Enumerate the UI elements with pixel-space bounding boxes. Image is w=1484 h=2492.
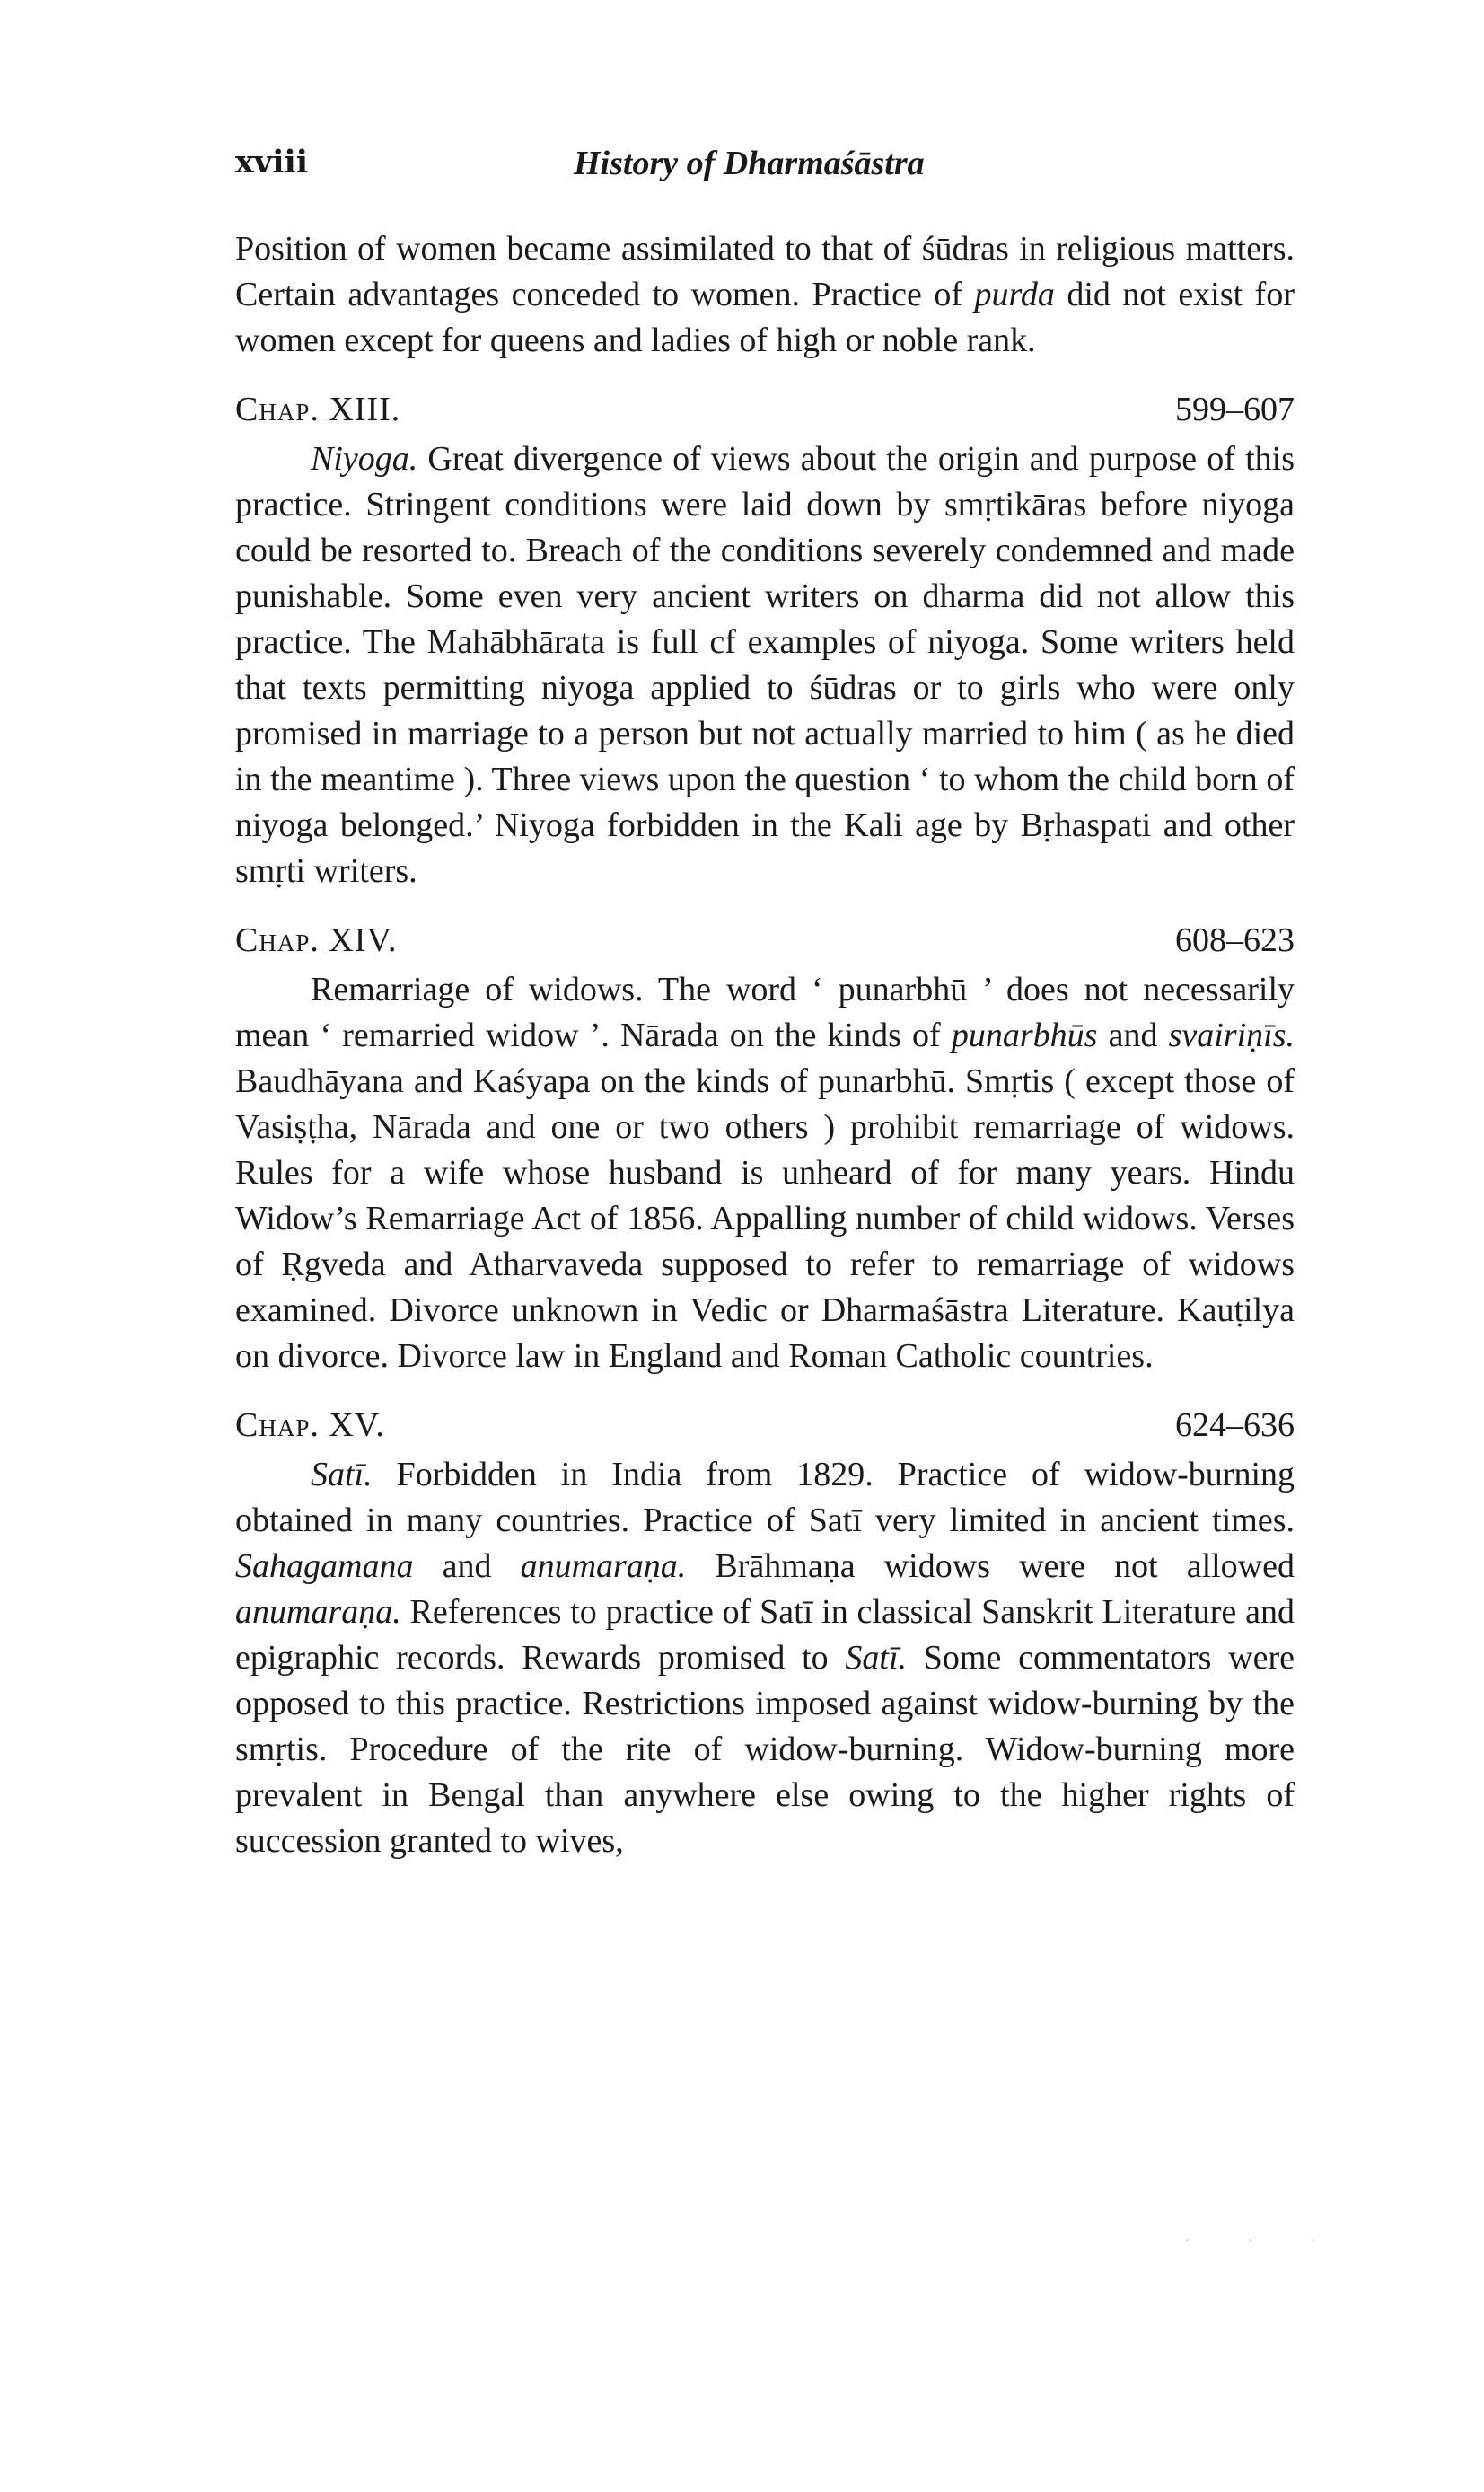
italic-term: svairiṇīs. bbox=[1168, 1017, 1295, 1054]
chapter-label: Chap. XIII. bbox=[235, 391, 401, 428]
scan-speckle-decoration: · · · bbox=[1185, 2232, 1343, 2249]
chapter-label: Chap. XV. bbox=[235, 1406, 385, 1444]
chapter-xv-summary: Satī. Forbidden in India from 1829. Practice of widow-burning obtained in many countries. Practice of Satī very limited in ancient times. Sahagamana and anumaraṇa. Brāhmaṇa widows were not allowed anumaraṇa. References to practice of Satī in classical Sanskrit Literature and epigraphic records. Rewards promised to Satī. Some commentators were opposed to this practice. Restrictions imposed against widow-burning by the smṛtis. Procedure of the rite of widow-burning. Widow-burning more prevalent in Bengal than anywhere else owing to the higher rights of succession granted to wives, bbox=[235, 1456, 1295, 1860]
intro-paragraph: Position of women became assimilated to that of śūdras in religious matters. Certain advantages conceded to women. Practice of purda did not exist for women except for queens and ladies of high or noble rank. bbox=[235, 230, 1295, 359]
italic-term: Sahagamana bbox=[235, 1547, 414, 1585]
chapter-heading-xiii bbox=[235, 387, 1295, 433]
chapter-label: Chap. XIV. bbox=[235, 921, 398, 959]
chapter-xiv-summary: Remarriage of widows. The word ‘ punarbhū ’ does not necessarily mean ‘ remarried widow ’. Nārada on the kinds of punarbhūs and svairiṇīs. Baudhāyana and Kaśyapa on the kinds of punarbhū. Smṛtis ( except those of Vasiṣṭha, Nārada and one or two others ) prohibit remarriage of widows. Rules for a wife whose husband is unheard of for many years. Hindu Widow’s Remarriage Act of 1856. Appalling number of child widows. Verses of Ṛgveda and Atharvaveda supposed to refer to remarriage of widows examined. Divorce unknown in Vedic or Dharmaśāstra Literature. Kauṭilya on divorce. Divorce law in England and Roman Catholic countries. bbox=[235, 971, 1295, 1375]
chapter-heading-xv bbox=[235, 1403, 1295, 1449]
italic-term: Niyoga. bbox=[311, 440, 418, 478]
page-body bbox=[235, 226, 1295, 1864]
chapter-xiii-summary: Niyoga. Great divergence of views about the origin and purpose of this practice. Stringent conditions were laid down by smṛtikāras before niyoga could be resorted to. Breach of the conditions severely condemned and made punishable. Some even very ancient writers on dharma did not allow this practice. The Mahābhārata is full cf examples of niyoga. Some writers held that texts permitting niyoga applied to śūdras or to girls who were only promised in marriage to a person but not actually married to him ( as he died in the meantime ). Three views upon the question ‘ to whom the child born of niyoga belonged.’ Niyoga forbidden in the Kali age by Bṛhaspati and other smṛti writers. bbox=[235, 440, 1295, 890]
italic-term: purda bbox=[974, 276, 1055, 313]
italic-term: Satī. bbox=[311, 1456, 373, 1493]
page-number: xviii bbox=[235, 144, 309, 181]
chapter-pages: 624–636 bbox=[1175, 1406, 1295, 1444]
chapter-pages: 599–607 bbox=[1175, 391, 1295, 428]
italic-term: Satī. bbox=[845, 1639, 908, 1677]
italic-term: anumaraṇa. bbox=[235, 1593, 401, 1631]
chapter-pages: 608–623 bbox=[1175, 921, 1295, 959]
page-header bbox=[235, 144, 1295, 189]
italic-term: anumaraṇa. bbox=[520, 1547, 687, 1585]
italic-term: punarbhūs bbox=[951, 1017, 1098, 1054]
chapter-heading-xiv bbox=[235, 918, 1295, 964]
running-title: History of Dharmaśāstra bbox=[574, 145, 925, 182]
